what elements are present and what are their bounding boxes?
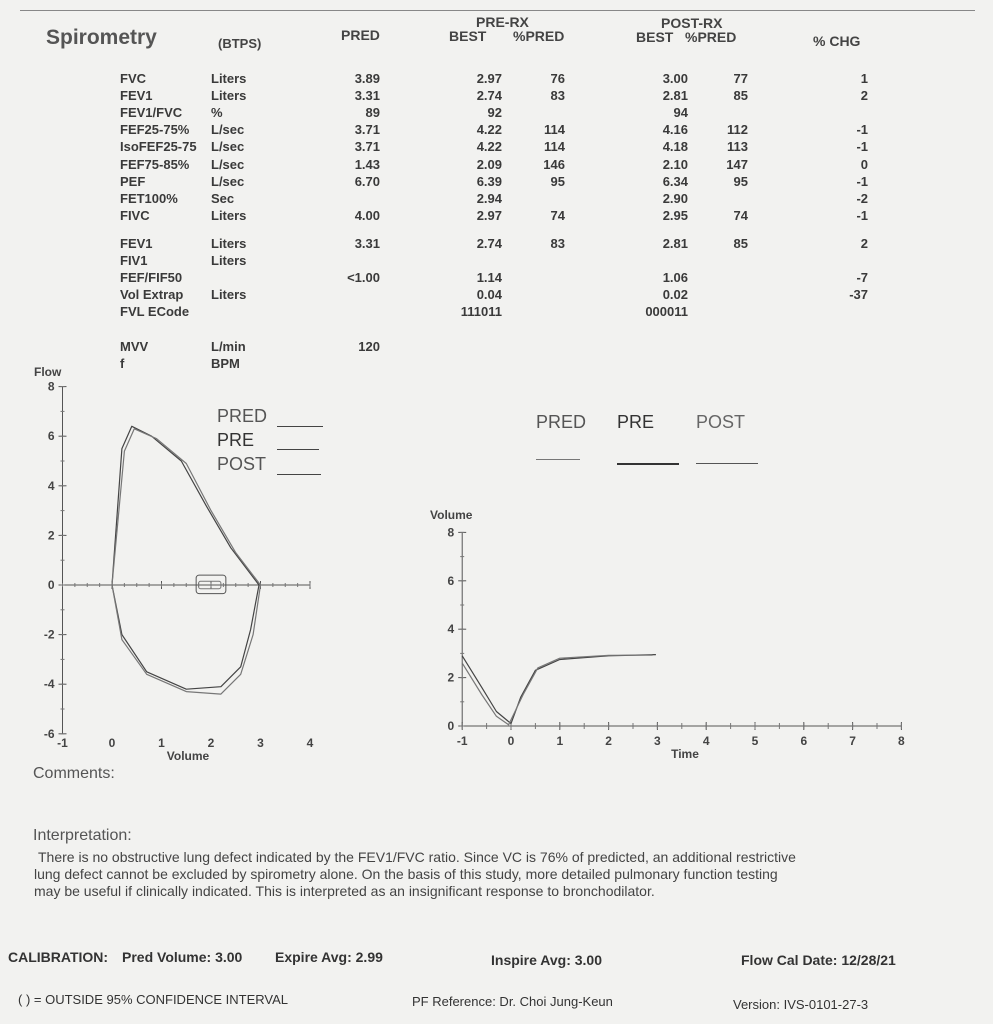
vt-x-tick-label: 0 — [507, 734, 515, 748]
table-cell-pred: 4.00 — [354, 207, 380, 223]
flow-x-tick-label: 1 — [158, 736, 165, 750]
footer-version: Version: IVS-0101-27-3 — [733, 997, 869, 1012]
table-cell-name: FVC — [120, 71, 146, 86]
table-cell-unit: Liters — [211, 71, 247, 86]
table-cell-chg: 2 — [860, 236, 868, 251]
vt-x-tick-label: 2 — [605, 734, 612, 748]
table-cell-pre-pct: 114 — [544, 122, 565, 138]
vt-legend-pre: PRE — [617, 412, 655, 432]
table-cell-post: 3.00 — [662, 71, 688, 86]
table-cell-post: 0.02 — [662, 287, 688, 302]
flow-y-tick-label: 4 — [47, 478, 55, 493]
vt-x-tick-label: 4 — [702, 734, 710, 748]
table-cell-unit: BPM — [211, 356, 240, 371]
flow-y-tick-label: 8 — [47, 379, 55, 394]
table-cell-pred: 6.70 — [354, 173, 380, 189]
table-cell-name: f — [120, 356, 125, 371]
flow-y-tick-label: 2 — [47, 528, 55, 543]
table-cell-unit: Liters — [211, 88, 247, 104]
table-cell-post: 1.06 — [662, 270, 688, 285]
table-cell-post: 2.81 — [662, 88, 688, 104]
flow-series-post — [112, 429, 261, 694]
vt-x-tick-label: 5 — [751, 734, 759, 748]
table-cell-unit: Liters — [211, 236, 247, 251]
table-cell-unit: L/min — [211, 339, 246, 354]
table-cell-pred: 3.71 — [354, 139, 380, 155]
table-cell-post: 2.10 — [662, 156, 688, 172]
table-cell-pre: 111011 — [460, 304, 502, 319]
interpretation-line-3: may be useful if clinically indicated. This is interpreted as an insignificant response to bronchodilator. — [34, 883, 655, 899]
table-cell-name: FEV1 — [120, 88, 153, 104]
table-cell-post: 2.95 — [662, 207, 688, 223]
table-cell-post: 2.81 — [662, 236, 688, 251]
flow-legend-pred: PRED — [217, 406, 268, 426]
flow-x-tick-label: 0 — [108, 736, 116, 750]
table-cell-unit: Liters — [211, 253, 247, 268]
table-cell-post-pct: 113 — [727, 139, 748, 155]
vt-x-tick-label: 6 — [800, 734, 808, 748]
table-cell-post-pct: 77 — [733, 71, 748, 86]
table-cell-pre-pct: 114 — [544, 139, 565, 155]
table-cell-name: FVL ECode — [120, 304, 190, 319]
vt-x-tick-label: 1 — [556, 734, 564, 748]
table-cell-unit: % — [211, 105, 223, 121]
calibration-label: CALIBRATION: — [8, 949, 109, 965]
pre-best-header: BEST — [449, 28, 487, 44]
table-cell-post-pct: 85 — [733, 236, 748, 251]
vt-legend-pred: PRED — [536, 412, 587, 432]
vt-legend-post: POST — [696, 412, 746, 432]
table-cell-pre-pct: 95 — [550, 173, 565, 189]
table-cell-post-pct: 95 — [733, 173, 748, 189]
table-cell-pre: 2.97 — [476, 71, 502, 86]
vt-y-axis-label: Volume — [430, 508, 473, 522]
vt-x-axis-label: Time — [671, 747, 699, 761]
table-cell-unit: L/sec — [211, 156, 245, 172]
table-cell-unit: Liters — [211, 207, 247, 223]
table-cell-name: Vol Extrap — [120, 287, 184, 302]
table-cell-name: FEF25-75% — [120, 122, 190, 138]
vt-y-tick-label: 2 — [447, 670, 455, 685]
table-cell-name: FEV1 — [120, 236, 153, 251]
flow-x-axis-label: Volume — [166, 749, 210, 763]
table-cell-pred: 3.31 — [354, 236, 380, 251]
table-cell-pre: 2.09 — [476, 156, 502, 172]
table-cell-name: FIVC — [120, 207, 150, 223]
post-best-header: BEST — [636, 29, 674, 45]
flow-y-tick-label: -6 — [43, 726, 55, 741]
vt-x-tick-label: 8 — [898, 734, 905, 748]
table-cell-pred: <1.00 — [347, 270, 380, 285]
table-cell-pred: 89 — [365, 105, 380, 121]
interpretation-line-2: lung defect cannot be excluded by spirometry alone. On the basis of this study, more detailed pulmonary function testing — [34, 866, 778, 882]
vt-series-pre — [462, 655, 656, 724]
table-cell-chg: -1 — [856, 207, 868, 223]
table-cell-post-pct: 147 — [726, 156, 748, 172]
table-cell-pre-pct: 74 — [550, 207, 565, 223]
table-cell-unit: L/sec — [211, 122, 245, 138]
table-cell-pre: 2.74 — [476, 236, 502, 251]
table-cell-pre: 4.22 — [476, 139, 502, 155]
table-cell-pred: 3.31 — [354, 88, 380, 104]
table-cell-chg: 0 — [860, 156, 868, 172]
vt-y-tick-label: 0 — [447, 719, 455, 733]
table-cell-unit: Liters — [211, 287, 247, 302]
post-pct-header: %PRED — [685, 29, 737, 45]
flow-y-tick-label: 0 — [47, 578, 55, 592]
flow-y-tick-label: 6 — [47, 429, 55, 444]
table-cell-post-pct: 112 — [727, 122, 748, 138]
table-cell-chg: -1 — [856, 122, 868, 138]
table-cell-chg: -1 — [856, 139, 868, 155]
table-cell-chg: -2 — [856, 190, 868, 206]
pre-pct-header: %PRED — [513, 28, 565, 44]
table-cell-post: 4.18 — [662, 139, 688, 155]
chg-header: % CHG — [813, 33, 861, 49]
interpretation-line-1: There is no obstructive lung defect indicated by the FEV1/FVC ratio. Since VC is 76% of predicted, an additional restrictive — [38, 849, 796, 865]
table-cell-name: MVV — [120, 339, 149, 354]
flow-series-pre — [112, 426, 259, 689]
table-cell-name: FET100% — [120, 190, 178, 206]
table-cell-pre: 2.94 — [476, 190, 502, 206]
table-cell-pre-pct: 146 — [543, 156, 565, 172]
table-cell-pre-pct: 76 — [550, 71, 565, 86]
table-cell-post-pct: 85 — [733, 88, 748, 104]
calibration-expire: Expire Avg: 2.99 — [275, 949, 383, 965]
table-cell-pre: 2.97 — [476, 207, 502, 223]
footer-ci: ( ) = OUTSIDE 95% CONFIDENCE INTERVAL — [18, 992, 289, 1007]
vt-y-tick-label: 8 — [447, 525, 455, 540]
flow-x-tick-label: 4 — [306, 736, 314, 750]
table-cell-pre: 1.14 — [476, 270, 502, 285]
table-cell-post-pct: 74 — [733, 207, 748, 223]
page-title: Spirometry — [46, 26, 157, 49]
flow-x-tick-label: -1 — [57, 736, 68, 750]
table-cell-post: 000011 — [645, 304, 688, 319]
table-cell-chg: 1 — [860, 71, 868, 86]
flow-legend-pre: PRE — [217, 430, 255, 450]
table-cell-name: IsoFEF25-75 — [120, 139, 197, 155]
footer-reference: PF Reference: Dr. Choi Jung-Keun — [412, 994, 613, 1009]
table-cell-post: 2.90 — [662, 190, 688, 206]
flow-legend-post: POST — [217, 454, 267, 474]
table-cell-pre: 92 — [487, 105, 502, 121]
table-cell-pre-pct: 83 — [550, 88, 565, 104]
vt-x-tick-label: 3 — [654, 734, 661, 748]
calibration-flow-cal-date: Flow Cal Date: 12/28/21 — [741, 952, 896, 968]
vt-series-post — [462, 655, 652, 725]
table-cell-post: 6.34 — [662, 173, 688, 189]
interpretation-label: Interpretation: — [33, 827, 132, 844]
flow-y-axis-label: Flow — [34, 365, 62, 379]
calibration-inspire: Inspire Avg: 3.00 — [491, 952, 603, 968]
pre-rx-header: PRE-RX — [476, 14, 529, 30]
post-rx-header: POST-RX — [661, 15, 723, 31]
flow-x-tick-label: 2 — [207, 736, 215, 750]
comments-label: Comments: — [33, 765, 115, 782]
flow-y-tick-label: -2 — [43, 627, 55, 642]
vt-x-tick-label: -1 — [456, 734, 468, 748]
table-cell-pre: 0.04 — [476, 287, 502, 302]
table-cell-name: FEV1/FVC — [120, 105, 183, 121]
table-cell-pre-pct: 83 — [550, 236, 565, 251]
table-cell-chg: 2 — [860, 88, 868, 104]
table-cell-chg: -7 — [856, 270, 868, 285]
table-cell-pre: 4.22 — [476, 122, 502, 138]
flow-y-tick-label: -4 — [43, 677, 55, 692]
vt-y-tick-label: 6 — [447, 573, 455, 588]
table-cell-unit: L/sec — [211, 139, 245, 155]
table-cell-name: FEF75-85% — [120, 156, 190, 172]
vt-x-tick-label: 7 — [849, 734, 856, 748]
table-cell-name: PEF — [120, 173, 146, 189]
table-cell-chg: -37 — [849, 287, 868, 302]
table-cell-pre: 6.39 — [476, 173, 502, 189]
btps-label: (BTPS) — [218, 36, 262, 51]
flow-x-tick-label: 3 — [257, 736, 264, 750]
table-cell-unit: L/sec — [211, 173, 245, 189]
table-cell-pred: 3.89 — [354, 71, 380, 86]
table-cell-chg: -1 — [856, 173, 868, 189]
table-cell-name: FIV1 — [120, 253, 148, 268]
table-cell-pred: 1.43 — [354, 156, 380, 172]
table-cell-post: 4.16 — [662, 122, 688, 138]
table-cell-pred: 120 — [358, 339, 380, 354]
pred-header: PRED — [341, 27, 380, 43]
table-cell-post: 94 — [673, 105, 688, 121]
vt-y-tick-label: 4 — [447, 622, 455, 637]
table-cell-pred: 3.71 — [354, 122, 380, 138]
calibration-pred-volume: Pred Volume: 3.00 — [122, 949, 243, 965]
table-cell-pre: 2.74 — [476, 88, 502, 104]
table-cell-name: FEF/FIF50 — [120, 270, 183, 285]
table-cell-unit: Sec — [211, 190, 235, 206]
